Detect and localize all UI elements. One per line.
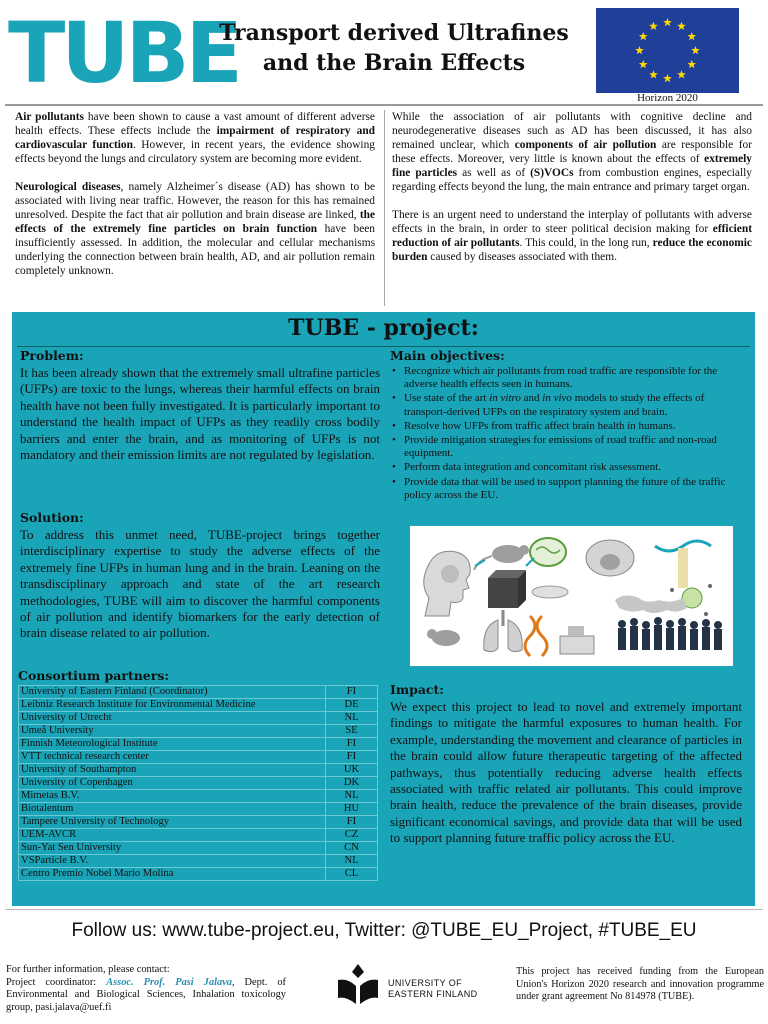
body-text: There is an urgent need to understand the interplay of pollutants with adverse effects in the brain, in order to steer political decision making for: [392, 209, 752, 235]
partner-row: [19, 699, 378, 712]
partner-name: UEM-AVCR: [19, 829, 326, 842]
impact-section: [390, 682, 742, 847]
objective-text: and: [520, 392, 543, 405]
objective-text: models to study the effects of transport-derived UFPs on the respiratory system and brain.: [404, 392, 705, 418]
partner-row: [19, 686, 378, 699]
objective-item: [390, 434, 746, 460]
poster-header: [0, 0, 768, 106]
objective-item: [390, 461, 746, 474]
header-divider: [5, 104, 763, 106]
coordinator-name: Assoc. Prof. Pasi Jalava: [106, 976, 232, 988]
eu-star-icon: [677, 70, 686, 78]
partner-name: Biotalentum: [19, 803, 326, 816]
partner-country: HU: [326, 803, 378, 816]
partner-country: NL: [326, 790, 378, 803]
consortium-heading: Consortium partners:: [18, 668, 170, 683]
eu-star-icon: [687, 32, 696, 40]
impact-text: We expect this project to lead to novel and extremely important findings to mitigate the harmful exposures to human health. For example, understanding the movement and clearance of particles in the brain could allow future therapeutic targeting of the affected pathways, thus potentially reducing adverse health effects associated with traffic related air pollutants. This could improve brain health, reduce the prevalence of the brain diseases, provide significant economical savings, and provide data that will be used to support planning future traffic policy across the EU.: [390, 699, 742, 846]
eu-stars: [596, 8, 739, 93]
partner-name: Umeå University: [19, 725, 326, 738]
funding-acknowledgement: This project has received funding from the European Union's Horizon 2020 research and innovation programme under grant agreement No 814978 (TUBE).: [516, 966, 764, 1003]
intro-column-divider: [384, 110, 385, 306]
eu-star-icon: [649, 22, 658, 30]
poster-title-line-1: Transport derived Ultrafines: [219, 20, 569, 46]
problem-heading: Problem:: [20, 348, 84, 363]
partner-name: VSParticle B.V.: [19, 855, 326, 868]
partner-row: [19, 868, 378, 881]
consortium-table: [18, 685, 378, 881]
objective-text: in vitro: [489, 392, 521, 405]
partner-row: [19, 829, 378, 842]
objective-text: Provide data that will be used to support planning the future of the traffic policy across the EU.: [404, 475, 726, 501]
eu-star-icon: [663, 18, 672, 26]
solution-section: [20, 510, 380, 642]
partner-country: FI: [326, 751, 378, 764]
partner-country: CN: [326, 842, 378, 855]
emphasis-text: reduce the economic burden: [392, 237, 752, 263]
partner-row: [19, 764, 378, 777]
body-text: While the association of air pollutants with cognitive decline and neurodegenerative diseases such as AD has been discussed, it has also remained unclear, which: [392, 111, 752, 151]
emphasis-text: efficient reduction of air pollutants: [392, 223, 752, 249]
contact-details: , Dept. of Environmental and Biological Sciences, Inhalation toxicology group, pasi.jalava@uef.fi: [6, 976, 286, 1013]
partner-country: FI: [326, 738, 378, 751]
objective-text: in vivo: [542, 392, 572, 405]
uef-emblem-icon: [334, 962, 382, 1010]
tube-logo-graphic: [8, 4, 239, 102]
eu-star-icon: [677, 22, 686, 30]
footer-divider: [5, 909, 763, 910]
intro-paragraph-4: [392, 208, 752, 264]
partner-row: [19, 712, 378, 725]
partner-country: FI: [326, 686, 378, 699]
partner-name: Mimetas B.V.: [19, 790, 326, 803]
partner-name: VTT technical research center: [19, 751, 326, 764]
problem-text: It has been already shown that the extremely small ultrafine particles (UFPs) are toxic to the lungs, whereas their harmful effects on brain health have not been fully investigated. It is particularly important to understand the health impact of UFPs as they readily cross bodily barriers and enter the brain, and as monitoring of UFPs is not mandatory and their emission limits are not regulated by legislation.: [20, 365, 380, 463]
uef-wordmark-line-1: UNIVERSITY OF: [388, 978, 463, 988]
contact-intro: For further information, please contact:: [6, 964, 170, 975]
consortium-section: [18, 668, 378, 881]
emphasis-text: Air pollutants: [15, 111, 84, 123]
body-text: have been shown to cause a vast amount of different adverse health effects. These effects include the: [15, 111, 375, 137]
uef-wordmark-line-2: EASTERN FINLAND: [388, 989, 478, 999]
emphasis-text: extremely fine particles: [392, 153, 752, 179]
project-illustration: [410, 526, 733, 666]
eu-star-icon: [639, 60, 648, 68]
body-text: are responsible for these effects. Moreover, very little is known about the effects of: [392, 139, 752, 165]
eu-star-icon: [635, 46, 644, 54]
partner-country: FI: [326, 816, 378, 829]
partner-row: [19, 790, 378, 803]
partner-row: [19, 855, 378, 868]
partner-country: NL: [326, 712, 378, 725]
emphasis-text: the effects of the extremely fine particles on brain function: [15, 209, 375, 235]
partner-country: CZ: [326, 829, 378, 842]
tube-logo: [8, 4, 239, 102]
objective-text: Use state of the art: [404, 392, 490, 405]
eu-star-icon: [649, 70, 658, 78]
impact-heading: Impact:: [390, 682, 444, 697]
eu-star-icon: [687, 60, 696, 68]
partner-name: Leibniz Research Institute for Environmental Medicine: [19, 699, 326, 712]
partner-row: [19, 751, 378, 764]
objectives-list: [390, 365, 746, 502]
partner-row: [19, 738, 378, 751]
intro-right-column: [392, 110, 752, 278]
partner-country: CL: [326, 868, 378, 881]
partner-row: [19, 842, 378, 855]
objective-item: [390, 476, 746, 502]
emphasis-text: impairment of respiratory and cardiovascular function: [15, 125, 375, 151]
body-text: from combustion engines, especially regarding effects beyond the lung, the main entrance and primary target organ.: [392, 167, 752, 193]
eu-star-icon: [639, 32, 648, 40]
objective-text: Provide mitigation strategies for emissions of road traffic and non-road equipment.: [404, 434, 717, 460]
partner-country: SE: [326, 725, 378, 738]
objective-text: Recognize which air pollutants from road traffic are responsible for the adverse health effects seen in humans.: [404, 365, 718, 391]
objective-item: [390, 392, 746, 418]
eu-flag: [596, 8, 739, 93]
objective-item: [390, 420, 746, 433]
contact-info: [6, 964, 286, 1014]
solution-heading: Solution:: [20, 510, 84, 525]
follow-us-line: Follow us: www.tube-project.eu, Twitter: @TUBE_EU_Project, #TUBE_EU: [71, 920, 697, 941]
objective-item: [390, 365, 746, 391]
intro-paragraph-3: [392, 110, 752, 194]
partner-name: University of Copenhagen: [19, 777, 326, 790]
project-title: TUBE - project:: [288, 315, 479, 341]
project-box: [12, 312, 755, 906]
intro-paragraph-1: [15, 110, 375, 166]
body-text: have been insufficiently assessed. In addition, the molecular and cellular mechanisms underlying the connection between brain health, AD, and air pollution remain completely unknown.: [15, 223, 375, 277]
emphasis-text: Neurological diseases: [15, 181, 121, 193]
body-text: . However, in recent years, the evidence showing effects beyond the lungs and circulatory system are becoming more evident.: [15, 139, 375, 165]
partner-name: Tampere University of Technology: [19, 816, 326, 829]
emphasis-text: components of air pollution: [514, 139, 657, 151]
emphasis-text: (S)VOCs: [530, 167, 574, 179]
partner-name: Sun-Yat Sen University: [19, 842, 326, 855]
body-text: . This could, in the long run,: [519, 237, 653, 249]
objectives-section: [390, 348, 746, 503]
eu-star-icon: [663, 74, 672, 82]
objectives-heading: Main objectives:: [390, 348, 505, 363]
body-text: as well as of: [457, 167, 531, 179]
partner-country: DE: [326, 699, 378, 712]
partner-country: UK: [326, 764, 378, 777]
uef-wordmark: [388, 978, 478, 1000]
problem-section: [20, 348, 380, 463]
contact-prefix: Project coordinator:: [6, 976, 107, 988]
partner-name: University of Eastern Finland (Coordinator): [19, 686, 326, 699]
poster-title-line-2: and the Brain Effects: [262, 50, 526, 76]
body-text: , namely Alzheimer´s disease (AD) has shown to be associated with living near traffic. However, the reason for this has remained unresolved. Despite the fact that air pollution and brain disease are linked,: [15, 181, 376, 221]
partner-name: University of Utrecht: [19, 712, 326, 725]
eu-star-icon: [691, 46, 700, 54]
partner-name: University of Southampton: [19, 764, 326, 777]
uef-logo: [334, 962, 494, 1012]
objective-text: Perform data integration and concomitant risk assessment.: [404, 461, 661, 474]
project-illustration-graphic: [410, 526, 733, 666]
horizon-2020-caption: Horizon 2020: [637, 92, 698, 104]
partner-row: [19, 777, 378, 790]
contact-coordinator: [6, 977, 286, 1015]
partner-row: [19, 725, 378, 738]
intro-left-column: [15, 110, 375, 292]
poster-title: [205, 18, 583, 78]
partner-name: Finnish Meteorological Institute: [19, 738, 326, 751]
partner-country: DK: [326, 777, 378, 790]
partner-row: [19, 803, 378, 816]
body-text: caused by diseases associated with them.: [427, 251, 617, 263]
solution-text: To address this unmet need, TUBE-project brings together interdisciplinary expertise to study the adverse effects of the extremely fine UFPs in human lung and in the brain. Leaning on the transdisciplinary approach and state of the art research methodologies, TUBE will aim to discover the harmful components of air pollution and identify biomarkers for the early detection of brain disease related to air pollution.: [20, 527, 380, 641]
partner-country: NL: [326, 855, 378, 868]
objective-text: Resolve how UFPs from traffic affect brain health in humans.: [404, 419, 676, 432]
svg-text:TUBE: TUBE: [8, 4, 239, 102]
project-title-divider: [17, 346, 750, 347]
partner-name: Centro Premio Nobel Mario Molina: [19, 868, 326, 881]
intro-paragraph-2: [15, 180, 375, 278]
partner-row: [19, 816, 378, 829]
